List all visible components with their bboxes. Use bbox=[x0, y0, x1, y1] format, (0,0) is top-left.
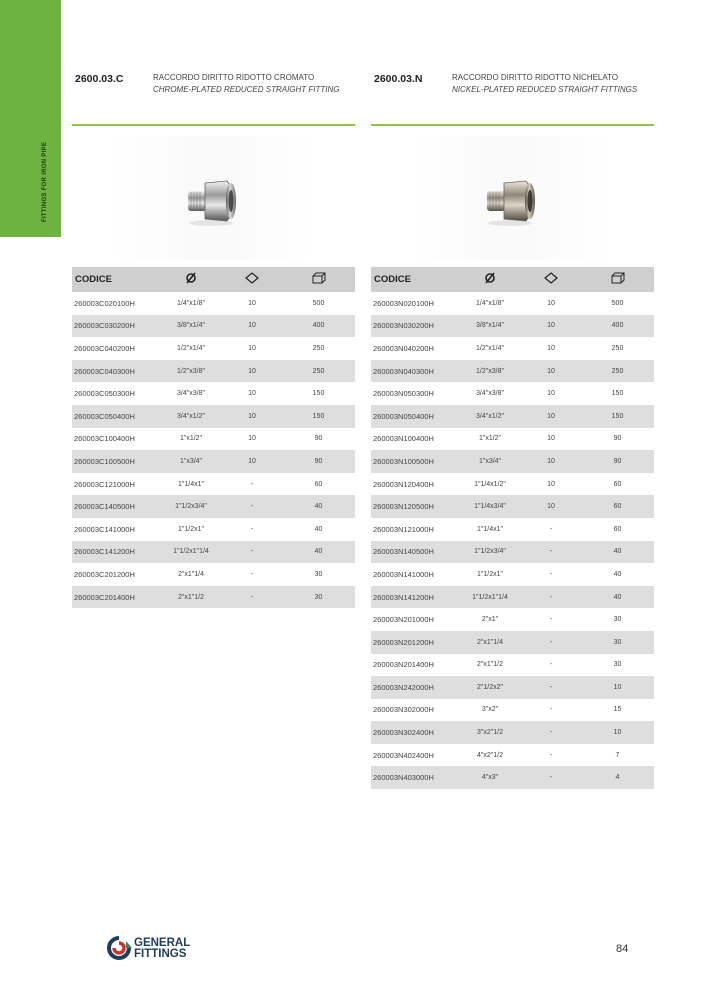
table-row bbox=[371, 699, 654, 722]
cell-inner-pack: 10 bbox=[248, 299, 256, 307]
section-side-tab-label: FITTINGS FOR IRON PIPE bbox=[42, 141, 48, 222]
cell-inner-pack: - bbox=[222, 541, 282, 564]
cell-inner-pack: 10 bbox=[547, 435, 555, 443]
cell-size: 2"x1" bbox=[481, 616, 499, 624]
cell-size: 1/4"x1/8" bbox=[476, 299, 504, 307]
cell-code: 260003N100400H bbox=[373, 434, 434, 444]
cell-box-qty: 60 bbox=[613, 480, 622, 488]
chrome-fitting-image bbox=[183, 177, 239, 227]
cell-box-qty: 400 bbox=[581, 315, 654, 338]
cell-size: 4"x2"1/2 bbox=[477, 751, 503, 759]
table-row bbox=[371, 495, 654, 518]
cell-inner-pack: - bbox=[250, 480, 254, 488]
cell-box-qty: 40 bbox=[613, 570, 622, 578]
cell-size: 3/4"x3/8" bbox=[177, 390, 205, 398]
product-code: 2600.03.N bbox=[374, 73, 423, 85]
table-row bbox=[72, 360, 355, 383]
cell-box-qty: 15 bbox=[613, 706, 622, 714]
cell-size: 1"1/4x1/2" bbox=[474, 480, 506, 488]
cell-box-qty: 400 bbox=[282, 315, 355, 338]
box-quantity-icon bbox=[282, 267, 355, 292]
brand-name-line1: GENERAL bbox=[134, 937, 191, 949]
table-row bbox=[371, 721, 654, 744]
cell-inner-pack: - bbox=[549, 661, 553, 669]
cell-inner-pack: - bbox=[250, 525, 254, 533]
product-description-it: RACCORDO DIRITTO RIDOTTO NICHELATO bbox=[452, 73, 619, 82]
cell-inner-pack: - bbox=[521, 766, 581, 789]
cell-inner-pack: 10 bbox=[547, 344, 555, 352]
table-header-row bbox=[72, 267, 355, 292]
cell-box-qty: 40 bbox=[581, 541, 654, 564]
cell-box-qty: 7 bbox=[615, 751, 620, 759]
table-row bbox=[371, 337, 654, 360]
cell-inner-pack: - bbox=[549, 616, 553, 624]
cell-box-qty: 40 bbox=[282, 541, 355, 564]
cell-box-qty: 4 bbox=[581, 766, 654, 789]
cell-inner-pack: 10 bbox=[222, 405, 282, 428]
cell-inner-pack: - bbox=[521, 586, 581, 609]
table-row bbox=[72, 495, 355, 518]
cell-size: 1"1/2x1" bbox=[178, 525, 204, 533]
cell-box-qty: 250 bbox=[282, 360, 355, 383]
cell-size: 1/2"x3/8" bbox=[459, 360, 521, 383]
cell-size: 1"1/4x3/4" bbox=[459, 495, 521, 518]
product-description-en: NICKEL-PLATED REDUCED STRAIGHT FITTINGS bbox=[452, 85, 638, 94]
cell-box-qty: 60 bbox=[581, 495, 654, 518]
table-row bbox=[371, 473, 654, 496]
cell-inner-pack: 10 bbox=[222, 450, 282, 473]
cell-size: 3/4"x1/2" bbox=[160, 405, 222, 428]
cell-box-qty: 150 bbox=[611, 390, 624, 398]
product-table bbox=[371, 267, 654, 789]
cell-size: 1"x1/2" bbox=[478, 435, 502, 443]
table-row bbox=[72, 315, 355, 338]
table-row bbox=[371, 608, 654, 631]
cell-box-qty: 40 bbox=[581, 586, 654, 609]
cell-box-qty: 40 bbox=[282, 495, 355, 518]
product-header bbox=[371, 70, 654, 126]
cell-box-qty: 150 bbox=[581, 405, 654, 428]
table-row bbox=[72, 405, 355, 428]
cell-code: 260003C201200H bbox=[74, 569, 135, 579]
cell-code: 260003N201000H bbox=[373, 615, 434, 625]
cell-inner-pack: 10 bbox=[248, 435, 256, 443]
product-code: 2600.03.C bbox=[75, 73, 124, 85]
cell-code: 260003C141200H bbox=[72, 541, 160, 564]
cell-size: 1/4"x1/8" bbox=[177, 299, 205, 307]
table-row bbox=[72, 586, 355, 609]
cell-size: 3"x2"1/2 bbox=[459, 721, 521, 744]
table-header-row bbox=[371, 267, 654, 292]
cell-code: 260003C040200H bbox=[74, 343, 135, 353]
cell-code: 260003N050400H bbox=[371, 405, 459, 428]
cell-inner-pack: - bbox=[521, 721, 581, 744]
cell-inner-pack: - bbox=[549, 751, 553, 759]
cell-size: 1"1/2x1"1/4 bbox=[459, 586, 521, 609]
page-number: 84 bbox=[616, 943, 629, 955]
inner-pack-icon bbox=[222, 267, 282, 292]
inner-pack-icon bbox=[521, 267, 581, 292]
table-row bbox=[72, 518, 355, 541]
cell-inner-pack: 10 bbox=[248, 344, 256, 352]
cell-size: 1/2"x1/4" bbox=[177, 344, 205, 352]
table-row bbox=[371, 766, 654, 789]
cell-code: 260003N040300H bbox=[371, 360, 459, 383]
table-row bbox=[371, 405, 654, 428]
cell-size: 1"x1/2" bbox=[179, 435, 203, 443]
cell-box-qty: 60 bbox=[314, 480, 323, 488]
cell-inner-pack: 10 bbox=[521, 405, 581, 428]
diameter-icon bbox=[160, 267, 222, 292]
cell-size: 1"1/4x1" bbox=[477, 525, 503, 533]
cell-code: 260003N302000H bbox=[373, 705, 434, 715]
cell-code: 260003N020100H bbox=[373, 298, 434, 308]
cell-code: 260003N120500H bbox=[371, 495, 459, 518]
table-row bbox=[371, 428, 654, 451]
cell-inner-pack: 10 bbox=[521, 315, 581, 338]
cell-code: 260003N030200H bbox=[371, 315, 459, 338]
cell-size: 3/4"x3/8" bbox=[476, 390, 504, 398]
cell-inner-pack: 10 bbox=[547, 299, 555, 307]
cell-inner-pack: - bbox=[521, 541, 581, 564]
cell-inner-pack: 10 bbox=[547, 390, 555, 398]
cell-box-qty: 30 bbox=[314, 570, 323, 578]
column-header-code: CODICE bbox=[72, 267, 160, 292]
cell-code: 260003C040300H bbox=[72, 360, 160, 383]
diameter-icon bbox=[459, 267, 521, 292]
table-row bbox=[371, 292, 654, 315]
cell-code: 260003C201400H bbox=[72, 586, 160, 609]
cell-size: 1"1/2x1" bbox=[477, 570, 503, 578]
cell-code: 260003C140500H bbox=[72, 495, 160, 518]
cell-box-qty: 150 bbox=[282, 405, 355, 428]
cell-box-qty: 250 bbox=[581, 360, 654, 383]
product-block-nickel bbox=[371, 70, 654, 789]
cell-inner-pack: 10 bbox=[521, 495, 581, 518]
cell-size: 1/2"x3/8" bbox=[160, 360, 222, 383]
cell-size: 2"x1"1/2 bbox=[160, 586, 222, 609]
column-header-code: CODICE bbox=[371, 267, 459, 292]
table-row bbox=[72, 563, 355, 586]
table-row bbox=[72, 473, 355, 496]
cell-inner-pack: - bbox=[222, 586, 282, 609]
cell-size: 1"x3/4" bbox=[459, 450, 521, 473]
table-row bbox=[72, 541, 355, 564]
cell-box-qty: 10 bbox=[581, 721, 654, 744]
product-description-it: RACCORDO DIRITTO RIDOTTO CROMATO bbox=[153, 73, 315, 82]
product-photo bbox=[72, 126, 355, 267]
cell-code: 260003N403000H bbox=[371, 766, 459, 789]
general-fittings-logo-icon bbox=[106, 935, 132, 961]
cell-size: 3/8"x1/4" bbox=[160, 315, 222, 338]
table-row bbox=[371, 541, 654, 564]
product-header bbox=[72, 70, 355, 126]
cell-code: 260003N242000H bbox=[371, 676, 459, 699]
cell-size: 2"x1"1/2 bbox=[477, 661, 503, 669]
product-block-chrome bbox=[72, 70, 355, 608]
cell-inner-pack: 10 bbox=[521, 360, 581, 383]
cell-code: 260003N302400H bbox=[371, 721, 459, 744]
cell-box-qty: 40 bbox=[314, 525, 323, 533]
cell-code: 260003C100400H bbox=[74, 434, 135, 444]
cell-code: 260003N141000H bbox=[373, 569, 434, 579]
cell-code: 260003N121000H bbox=[373, 524, 434, 534]
cell-box-qty: 250 bbox=[312, 344, 325, 352]
nickel-fitting-image bbox=[482, 177, 538, 227]
cell-size: 1"1/2x3/4" bbox=[459, 541, 521, 564]
brand-name-line2: FITTINGS bbox=[134, 948, 187, 960]
table-row bbox=[72, 337, 355, 360]
table-row bbox=[371, 518, 654, 541]
table-row bbox=[371, 744, 654, 767]
cell-code: 260003C020100H bbox=[74, 298, 135, 308]
cell-inner-pack: - bbox=[549, 525, 553, 533]
table-row bbox=[371, 676, 654, 699]
table-row bbox=[72, 450, 355, 473]
cell-inner-pack: - bbox=[549, 570, 553, 578]
cell-inner-pack: 10 bbox=[222, 315, 282, 338]
table-row bbox=[72, 382, 355, 405]
cell-box-qty: 90 bbox=[581, 450, 654, 473]
cell-size: 2"x1"1/4 bbox=[459, 631, 521, 654]
cell-size: 1"x3/4" bbox=[160, 450, 222, 473]
cell-box-qty: 90 bbox=[613, 435, 622, 443]
cell-size: 1"1/4x1" bbox=[178, 480, 204, 488]
cell-size: 4"x3" bbox=[459, 766, 521, 789]
table-row bbox=[371, 654, 654, 677]
cell-code: 260003N141200H bbox=[371, 586, 459, 609]
table-row bbox=[371, 563, 654, 586]
box-quantity-icon bbox=[581, 267, 654, 292]
cell-size: 1/2"x1/4" bbox=[476, 344, 504, 352]
cell-box-qty: 10 bbox=[581, 676, 654, 699]
table-row bbox=[72, 428, 355, 451]
cell-size: 3"x2" bbox=[481, 706, 499, 714]
table-row bbox=[371, 586, 654, 609]
cell-inner-pack: 10 bbox=[222, 360, 282, 383]
cell-code: 260003N201200H bbox=[371, 631, 459, 654]
cell-code: 260003N140500H bbox=[371, 541, 459, 564]
cell-size: 1"1/2x3/4" bbox=[160, 495, 222, 518]
cell-size: 2"1/2x2" bbox=[459, 676, 521, 699]
cell-code: 260003C121000H bbox=[74, 479, 135, 489]
cell-box-qty: 500 bbox=[312, 299, 325, 307]
cell-code: 260003C100500H bbox=[72, 450, 160, 473]
product-photo bbox=[371, 126, 654, 267]
cell-code: 260003N201400H bbox=[373, 660, 434, 670]
cell-box-qty: 30 bbox=[613, 661, 622, 669]
cell-box-qty: 30 bbox=[581, 631, 654, 654]
cell-code: 260003N402400H bbox=[373, 750, 434, 760]
cell-inner-pack: 10 bbox=[547, 480, 555, 488]
cell-size: 3/4"x1/2" bbox=[459, 405, 521, 428]
table-row bbox=[371, 450, 654, 473]
section-side-tab bbox=[0, 0, 61, 237]
table-row bbox=[371, 631, 654, 654]
cell-code: 260003C030200H bbox=[72, 315, 160, 338]
cell-box-qty: 150 bbox=[312, 390, 325, 398]
cell-size: 1"1/2x1"1/4 bbox=[160, 541, 222, 564]
table-row bbox=[371, 315, 654, 338]
cell-box-qty: 90 bbox=[314, 435, 323, 443]
cell-size: 3/8"x1/4" bbox=[459, 315, 521, 338]
cell-code: 260003C050300H bbox=[74, 389, 135, 399]
cell-code: 260003N100500H bbox=[371, 450, 459, 473]
cell-box-qty: 30 bbox=[613, 616, 622, 624]
cell-code: 260003C050400H bbox=[72, 405, 160, 428]
table-row bbox=[371, 360, 654, 383]
cell-inner-pack: 10 bbox=[521, 450, 581, 473]
cell-inner-pack: - bbox=[521, 631, 581, 654]
cell-inner-pack: - bbox=[250, 570, 254, 578]
cell-box-qty: 90 bbox=[282, 450, 355, 473]
cell-code: 260003N120400H bbox=[373, 479, 434, 489]
brand-name bbox=[134, 938, 190, 960]
cell-code: 260003N040200H bbox=[373, 343, 434, 353]
cell-code: 260003C141000H bbox=[74, 524, 135, 534]
cell-inner-pack: - bbox=[549, 706, 553, 714]
cell-box-qty: 60 bbox=[613, 525, 622, 533]
cell-code: 260003N050300H bbox=[373, 389, 434, 399]
cell-box-qty: 30 bbox=[282, 586, 355, 609]
cell-box-qty: 500 bbox=[611, 299, 624, 307]
product-description-en: CHROME-PLATED REDUCED STRAIGHT FITTING bbox=[153, 85, 340, 94]
cell-inner-pack: 10 bbox=[248, 390, 256, 398]
cell-box-qty: 250 bbox=[611, 344, 624, 352]
cell-size: 2"x1"1/4 bbox=[178, 570, 204, 578]
product-table bbox=[72, 267, 355, 608]
cell-inner-pack: - bbox=[222, 495, 282, 518]
table-row bbox=[371, 382, 654, 405]
cell-inner-pack: - bbox=[521, 676, 581, 699]
table-row bbox=[72, 292, 355, 315]
